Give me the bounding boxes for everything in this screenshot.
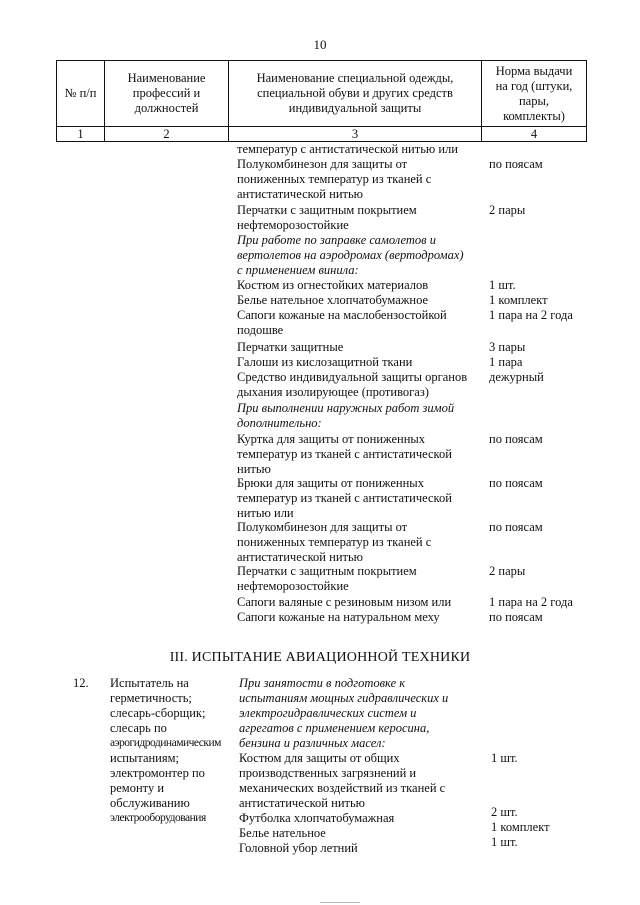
header-num-2: 2 <box>104 126 229 142</box>
norm-value: по поясам <box>489 610 543 624</box>
item-line: Костюм из огнестойких материалов <box>237 278 429 292</box>
page-number: 10 <box>313 37 327 52</box>
item-line: Куртка для защиты от пониженных <box>237 432 426 446</box>
profession-line: электромонтер по <box>110 766 205 780</box>
item-line: нефтеморозостойкие <box>237 579 349 593</box>
condition-line: испытаниям мощных гидравлических и <box>239 691 449 705</box>
header-col-number: № п/п <box>56 60 105 127</box>
item-line: антистатической нитью <box>239 796 366 810</box>
condition-line: дополнительно: <box>237 416 322 430</box>
condition-line: электрогидравлических систем и <box>239 706 417 720</box>
norm-value: 1 шт. <box>491 751 518 765</box>
norm-value: 1 комплект <box>489 293 548 307</box>
item-line: производственных загрязнений и <box>239 766 417 780</box>
item-line: Костюм для защиты от общих <box>239 751 400 765</box>
norm-value: 1 комплект <box>491 820 550 834</box>
condition-line: агрегатов с применением керосина, <box>239 721 430 735</box>
norm-value: 1 шт. <box>491 835 518 849</box>
condition-line: бензина и различных масел: <box>239 736 386 750</box>
profession-line: аэрогидродинамическим <box>110 737 221 749</box>
norm-value: 2 шт. <box>491 805 518 819</box>
item-line: нефтеморозостойкие <box>237 218 349 232</box>
profession-line: электрооборудования <box>110 812 206 824</box>
item-line: Головной убор летний <box>239 841 358 855</box>
item-line: Полукомбинезон для защиты от <box>237 157 408 171</box>
condition-line: При занятости в подготовке к <box>239 676 406 690</box>
header-col-norm: Норма выдачи на год (штуки, пары, комплекты) <box>481 60 587 127</box>
norm-value: дежурный <box>489 370 544 384</box>
item-line: пониженных температур из тканей с <box>237 172 432 186</box>
item-line: температур из тканей с антистатической <box>237 447 452 461</box>
item-line: Сапоги кожаные на натуральном меху <box>237 610 440 624</box>
norm-value: по поясам <box>489 157 543 171</box>
item-line: дыхания изолирующее (противогаз) <box>237 385 429 399</box>
profession-line: Испытатель на <box>110 676 189 690</box>
item-line: Белье нательное хлопчатобумажное <box>237 293 429 307</box>
item-line: температур из тканей с антистатической <box>237 491 452 505</box>
item-line: пониженных температур из тканей с <box>237 535 432 549</box>
item-line: Футболка хлопчатобумажная <box>239 811 395 825</box>
item-line: нитью или <box>237 506 294 520</box>
profession-line: слесарь по <box>110 721 167 735</box>
norm-value: по поясам <box>489 432 543 446</box>
item-line: Полукомбинезон для защиты от <box>237 520 408 534</box>
header-col-item: Наименование специальной одежды, специальной обуви и других средств индивидуальной защиты <box>228 60 482 127</box>
section-title: III. ИСПЫТАНИЕ АВИАЦИОННОЙ ТЕХНИКИ <box>169 650 471 665</box>
item-line: Сапоги валяные с резиновым низом или <box>237 595 452 609</box>
profession-line: герметичность; <box>110 691 192 705</box>
profession-line: ремонту и <box>110 781 165 795</box>
item-line: Брюки для защиты от пониженных <box>237 476 424 490</box>
condition-line: При выполнении наружных работ зимой <box>237 401 455 415</box>
item-line: Сапоги кожаные на маслобензостойкой <box>237 308 447 322</box>
norm-value: 1 пара на 2 года <box>489 308 573 322</box>
norm-value: 3 пары <box>489 340 526 354</box>
row-number: 12. <box>73 676 89 690</box>
profession-line: слесарь-сборщик; <box>110 706 206 720</box>
item-line: Галоши из кислозащитной ткани <box>237 355 413 369</box>
norm-value: по поясам <box>489 476 543 490</box>
norm-value: 1 пара на 2 года <box>489 595 573 609</box>
item-line: Белье нательное <box>239 826 326 840</box>
norm-value: 2 пары <box>489 203 526 217</box>
profession-line: испытаниям; <box>110 751 180 765</box>
header-num-1: 1 <box>56 126 105 142</box>
item-line: Перчатки с защитным покрытием <box>237 203 417 217</box>
item-line: антистатической нитью <box>237 187 364 201</box>
item-line: антистатической нитью <box>237 550 364 564</box>
item-line: подошве <box>237 323 284 337</box>
item-line: Перчатки защитные <box>237 340 344 354</box>
norm-value: 1 шт. <box>489 278 516 292</box>
header-num-4: 4 <box>481 126 587 142</box>
condition-line: При работе по заправке самолетов и <box>237 233 436 247</box>
norm-value: по поясам <box>489 520 543 534</box>
item-line: температур с антистатической нитью или <box>237 142 458 156</box>
condition-line: с применением винила: <box>237 263 359 277</box>
profession-line: обслуживанию <box>110 796 190 810</box>
item-line: нитью <box>237 462 271 476</box>
norm-value: 2 пары <box>489 564 526 578</box>
condition-line: вертолетов на аэродромах (вертодромах) <box>237 248 464 262</box>
item-line: Средство индивидуальной защиты органов <box>237 370 468 384</box>
item-line: механических воздействий из тканей с <box>239 781 446 795</box>
header-num-3: 3 <box>228 126 482 142</box>
item-line: Перчатки с защитным покрытием <box>237 564 417 578</box>
norm-value: 1 пара <box>489 355 523 369</box>
header-col-profession: Наименование профессий и должностей <box>104 60 229 127</box>
scan-artifact <box>320 902 360 903</box>
